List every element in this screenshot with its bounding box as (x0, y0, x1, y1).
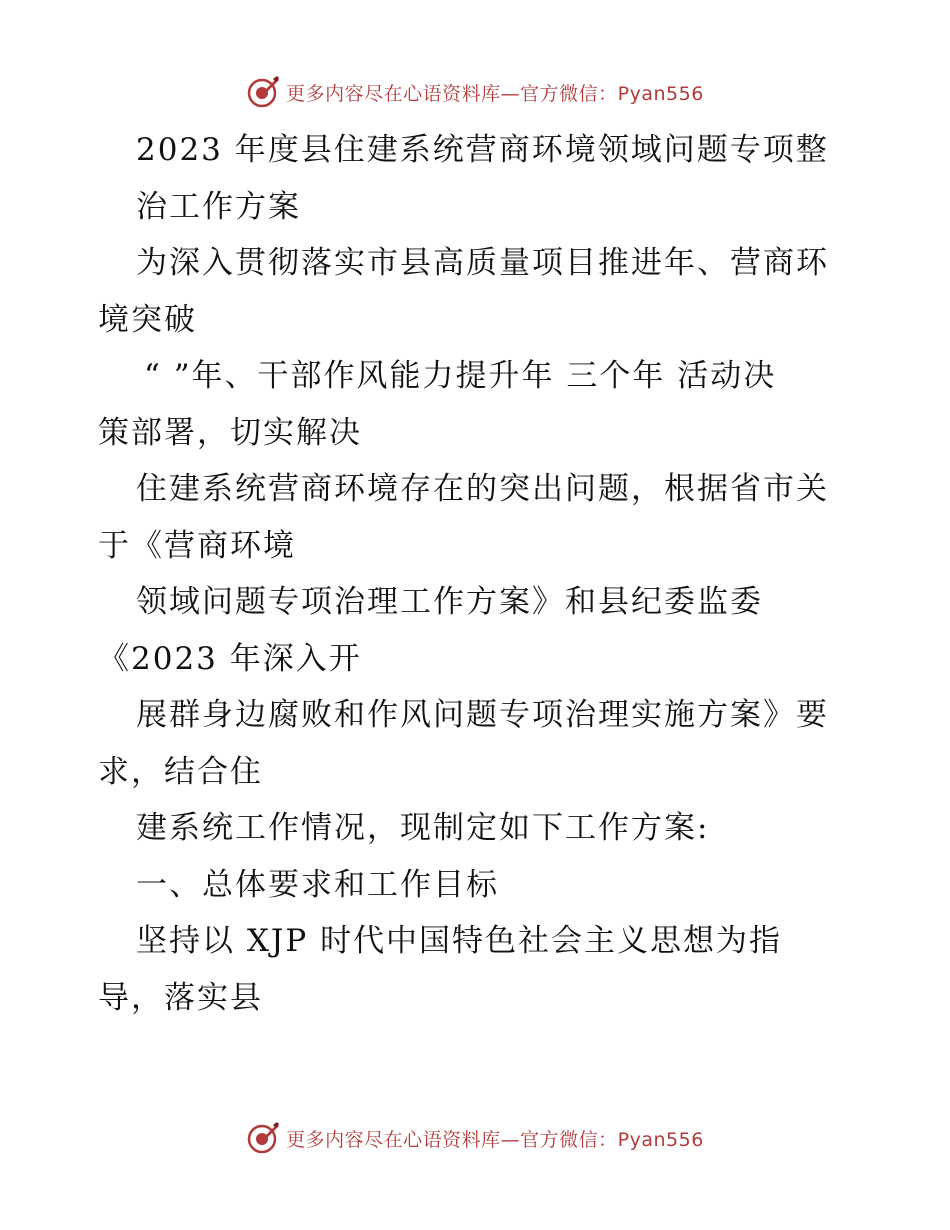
quill-pen-icon (246, 1121, 280, 1155)
paragraph-line: 建系统工作情况，现制定如下工作方案: (136, 810, 710, 846)
document-body (98, 122, 868, 1026)
paragraph-line: 导，落实县 (98, 979, 263, 1016)
footer-banner-text: 更多内容尽在心语资料库—官方微信：Pyan556 (286, 1128, 704, 1151)
quill-pen-icon (246, 75, 280, 109)
paragraph-line: 为深入贯彻落实市县高质量项目推进年、营商环 (136, 245, 829, 281)
paragraph-line: 展群身边腐败和作风问题专项治理实施方案》要 (136, 697, 829, 733)
title-line-2: 治工作方案 (136, 188, 301, 225)
paragraph-line: 坚持以 XJP 时代中国特色社会主义思想为指 (136, 923, 783, 959)
paragraph-line: 领域问题专项治理工作方案》和县纪委监委 (136, 584, 763, 620)
paragraph-line: 《2023 年深入开 (98, 640, 362, 677)
header-watermark-banner (0, 72, 950, 112)
paragraph-line: 策部署，切实解决 (98, 414, 362, 451)
footer-watermark-banner (0, 1118, 950, 1158)
paragraph-line: 求，结合住 (98, 753, 263, 790)
paragraph-line: 于《营商环境 (98, 527, 296, 564)
paragraph-line: “ ”年、干部作风能力提升年 三个年 活动决 (144, 358, 777, 394)
paragraph-line: 境突破 (98, 301, 197, 338)
paragraph-line: 住建系统营商环境存在的突出问题，根据省市关 (136, 471, 829, 507)
header-banner-text: 更多内容尽在心语资料库—官方微信：Pyan556 (286, 82, 704, 105)
section-heading: 一、总体要求和工作目标 (136, 866, 499, 903)
title-line-1: 2023 年度县住建系统营商环境领域问题专项整 (136, 132, 829, 168)
